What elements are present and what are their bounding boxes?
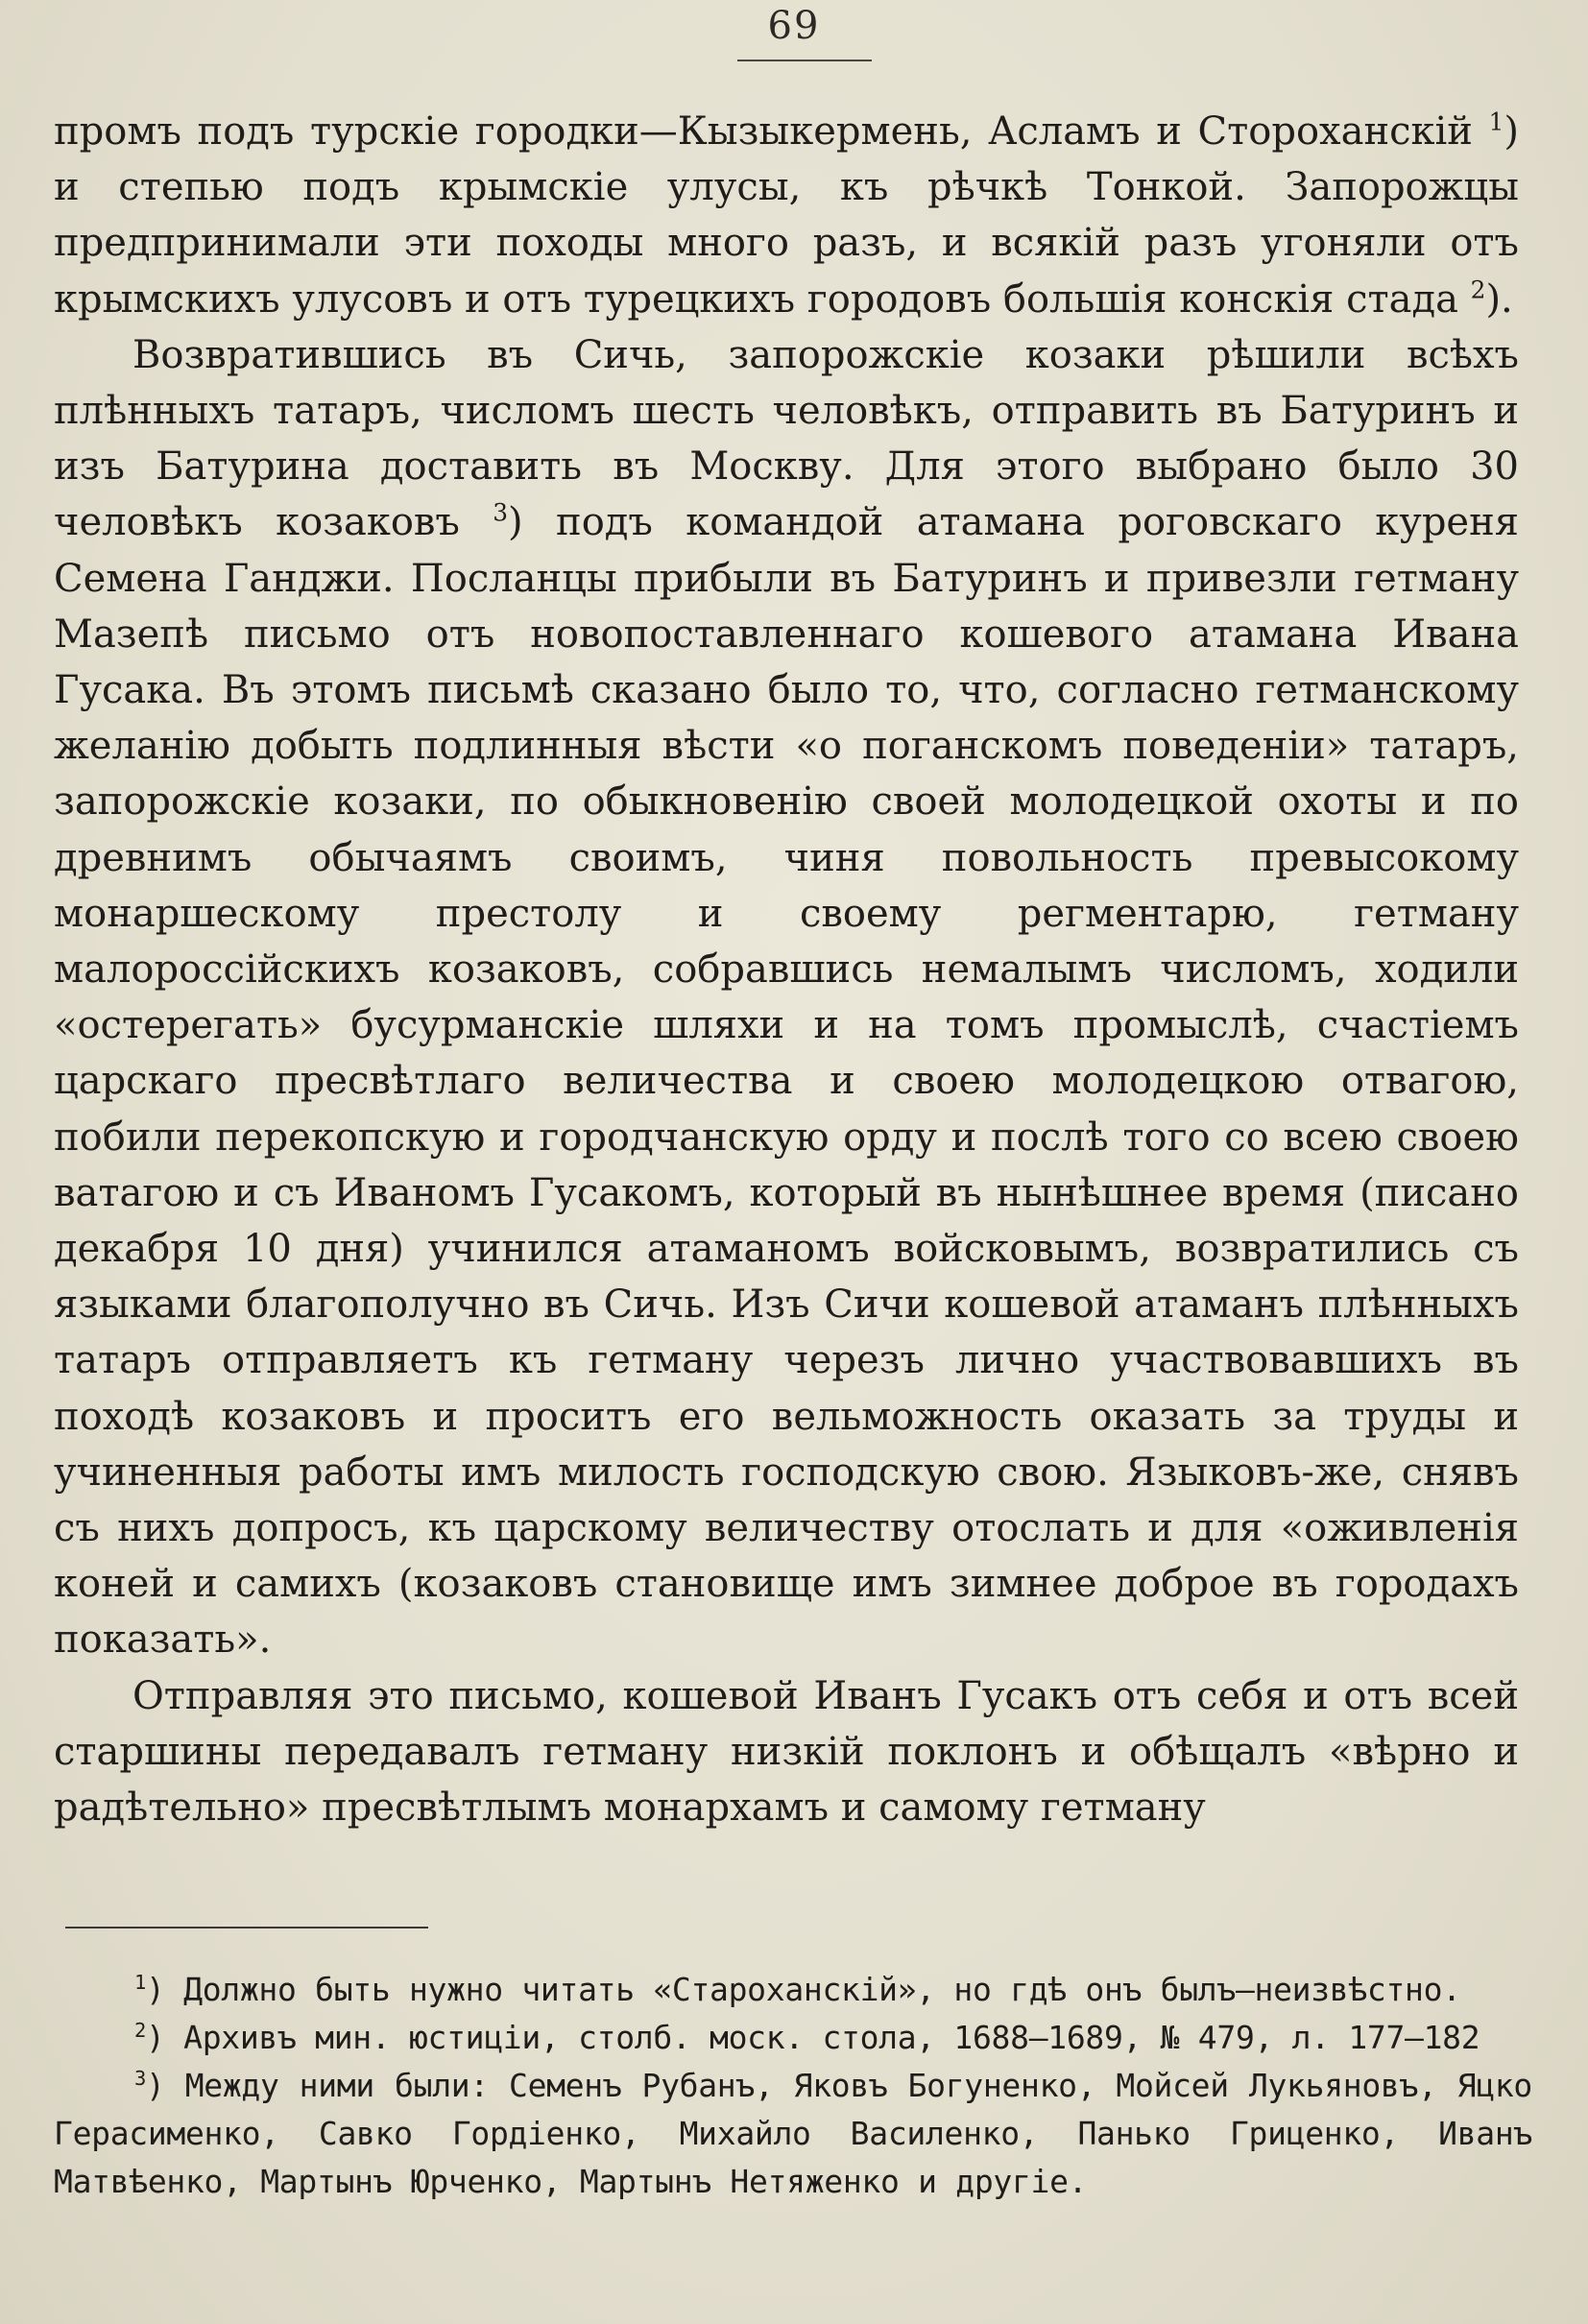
footnote-3-mark: 3 <box>134 2067 147 2090</box>
paragraph-2-part-2: ) подъ командой атамана роговскаго куреня Семена Ганджи. Посланцы прибыли въ Батуринъ и привезли гетману Мазепѣ письмо отъ новопоставленнаго кошевого атамана Ивана Гусака. Въ этомъ письмѣ сказано было то, что, согласно гетманскому желанію добыть подлинныя вѣсти «о поганскомъ поведеніи» татаръ, запорожскіе козаки, по обыкновенію своей молодецкой охоты и по древнимъ обычаямъ своимъ, чиня повольность превысокому монаршескому престолу и своему регментарю, гетману малороссійскихъ козаковъ, собравшись немалымъ числомъ, ходили «остерегать» бусурманскіе шляхи и на томъ промыслѣ, счастіемъ царскаго пресвѣтлаго величества и своею молодецкою отвагою, побили перекопскую и городчанскую орду и послѣ того со всею своею ватагою и съ Иваномъ Гусакомъ, который въ нынѣшнее время (писано декабря 10 дня) учинился атаманомъ войсковымъ, возвратились съ языками благополучно въ Сичь. Изъ Сичи кошевой атаманъ плѣнныхъ татаръ отправляетъ къ гетману черезъ лично участвовавшихъ въ походѣ козаковъ и проситъ его вельможность оказать за труды и учиненныя работы имъ милость господскую свою. Языковъ-же, снявъ съ нихъ допросъ, къ царскому величеству отослать и для «оживленія коней и самихъ (козаковъ становище имъ зимнее доброе въ городахъ показать». <box>54 500 1519 1663</box>
body-text <box>54 104 1519 1835</box>
paragraph-1-middle: ) и степью подъ крымскіе улусы, къ рѣчкѣ Тонкой. Запорожцы предпринимали эти походы много разъ, и всякій разъ угоняли отъ крымскихъ улусовъ и отъ турецкихъ городовъ большія конскія стада <box>54 109 1519 322</box>
footnote-2-text: ) Архивъ мин. юстиціи, столб. моск. стола, 1688—1689, № 479, л. 177—182 <box>146 2019 1480 2056</box>
footnote-ref-1: 1 <box>1488 108 1504 136</box>
footnote-3 <box>54 2062 1532 2206</box>
footnote-ref-2: 2 <box>1470 276 1486 304</box>
footnotes <box>54 1966 1532 2206</box>
footnote-rule <box>65 1927 428 1929</box>
footnote-2-mark: 2 <box>134 2019 147 2042</box>
paragraph-2-part-1: Возвратившись въ Сичь, запорожскіе козаки рѣшили всѣхъ плѣнныхъ татаръ, числомъ шесть человѣкъ, отправить въ Батуринъ и изъ Батурина доставить въ Москву. Для этого выбрано было 30 человѣкъ козаковъ <box>54 332 1519 545</box>
footnote-1 <box>54 1966 1532 2014</box>
paragraph-1-start: промъ подъ турскіе городки—Кызыкермень, Асламъ и Стороханскій <box>54 109 1489 154</box>
page-number: 69 <box>767 4 821 48</box>
paragraph-2 <box>54 327 1519 1668</box>
footnote-1-mark: 1 <box>134 1971 147 1994</box>
footnote-3-text: ) Между ними были: Семенъ Рубанъ, Яковъ Богуненко, Мойсей Лукьяновъ, Яцко Герасименко, Савко Гордіенко, Михайло Василенко, Панько Гриценко, Иванъ Матвѣенко, Мартынъ Юрченко, Мартынъ Нетяженко и другіе. <box>54 2067 1532 2200</box>
footnote-ref-3: 3 <box>493 499 509 528</box>
paragraph-1-end: ). <box>1485 276 1513 322</box>
paragraph-3: Отправляя это письмо, кошевой Иванъ Гусакъ отъ себя и отъ всей старшины передавалъ гетману низкій поклонъ и обѣщалъ «вѣрно и радѣтельно» пресвѣтлымъ монархамъ и самому гетману <box>54 1673 1519 1831</box>
footnote-2 <box>54 2014 1532 2062</box>
footnote-1-text: ) Должно быть нужно читать «Староханскій», но гдѣ онъ былъ—неизвѣстно. <box>146 1971 1461 2008</box>
paragraph-1 <box>54 104 1519 327</box>
header-rule <box>737 60 872 61</box>
